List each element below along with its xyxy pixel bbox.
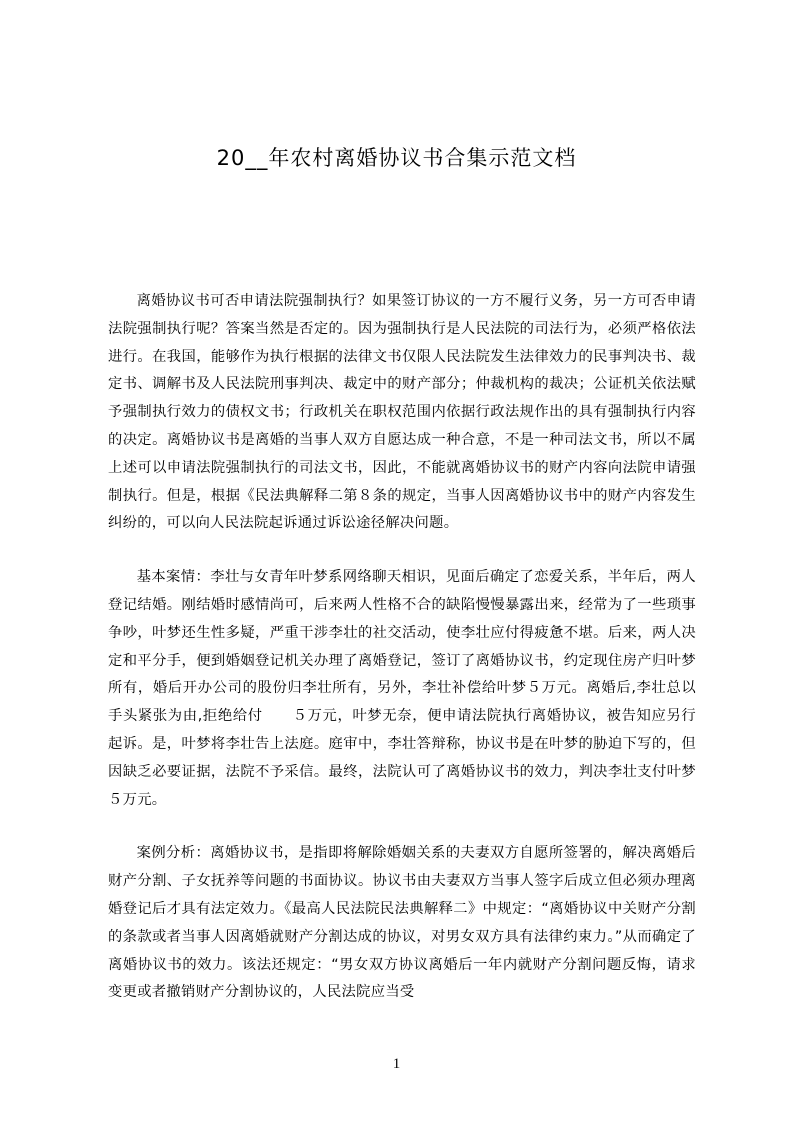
document-title: 20__年农村离婚协议书合集示范文档 xyxy=(216,146,577,170)
paragraph-case-analysis: 案例分析：离婚协议书，是指即将解除婚姻关系的夫妻双方自愿所签署的，解决离婚后财产分割、子女抚养等问题的书面协议。协议书由夫妻双方当事人签字后成立但必须办理离婚登记后才具有法定效力。《最高人民法院民法典解释二》中规定：“离婚协议中关财产分割的条款或者当事人因离婚就财产分割达成的协议，对男女双方具有法律约束力。”从而确定了离婚协议书的效力。该法还规定：“男女双方协议离婚后一年内就财产分割问题反悔，请求变更或者撤销财产分割协议的，人民法院应当受 xyxy=(108,845,696,1001)
paragraph-intro: 离婚协议书可否申请法院强制执行？如果签订协议的一方不履行义务，另一方可否申请法院强制执行呢？答案当然是否定的。因为强制执行是人民法院的司法行为，必须严格依法进行。在我国，能够作为执行根据的法律文书仅限人民法院发生法律效力的民事判决书、裁定书、调解书及人民法院刑事判决、裁定中的财产部分；仲裁机构的裁决；公证机关依法赋予强制执行效力的债权文书；行政机关在职权范围内依据行政法规作出的具有强制执行内容的决定。离婚协议书是离婚的当事人双方自愿达成一种合意，不是一种司法文书，所以不属上述可以申请法院强制执行的司法文书，因此，不能就离婚协议书的财产内容向法院申请强制执行。但是，根据《民法典解释二第８条的规定，当事人因离婚协议书中的财产内容发生纠纷的，可以向人民法院起诉通过诉讼途径解决问题。 xyxy=(108,293,696,532)
page-number: 1 xyxy=(392,1056,401,1072)
document-body xyxy=(108,288,696,1033)
paragraph-case-facts: 基本案情：李壮与女青年叶梦系网络聊天相识，见面后确定了恋爱关系，半年后，两人登记结婚。刚结婚时感情尚可，后来两人性格不合的缺陷慢慢暴露出来，经常为了一些琐事争吵，叶梦还生性多疑，严重干涉李壮的社交活动，使李壮应付得疲惫不堪。后来，两人决定和平分手，便到婚姻登记机关办理了离婚登记，签订了离婚协议书，约定现住房产归叶梦所有，婚后开办公司的股份归李壮所有，另外，李壮补偿给叶梦５万元。离婚后,李壮总以手头紧张为由,拒绝给付 ５万元，叶梦无奈，便申请法院执行离婚协议，被告知应另行起诉。是，叶梦将李壮告上法庭。庭审中，李壮答辩称，协议书是在叶梦的胁迫下写的，但因缺乏必要证据，法院不予采信。最终，法院认可了离婚协议书的效力，判决李壮支付叶梦５万元。 xyxy=(108,569,696,808)
